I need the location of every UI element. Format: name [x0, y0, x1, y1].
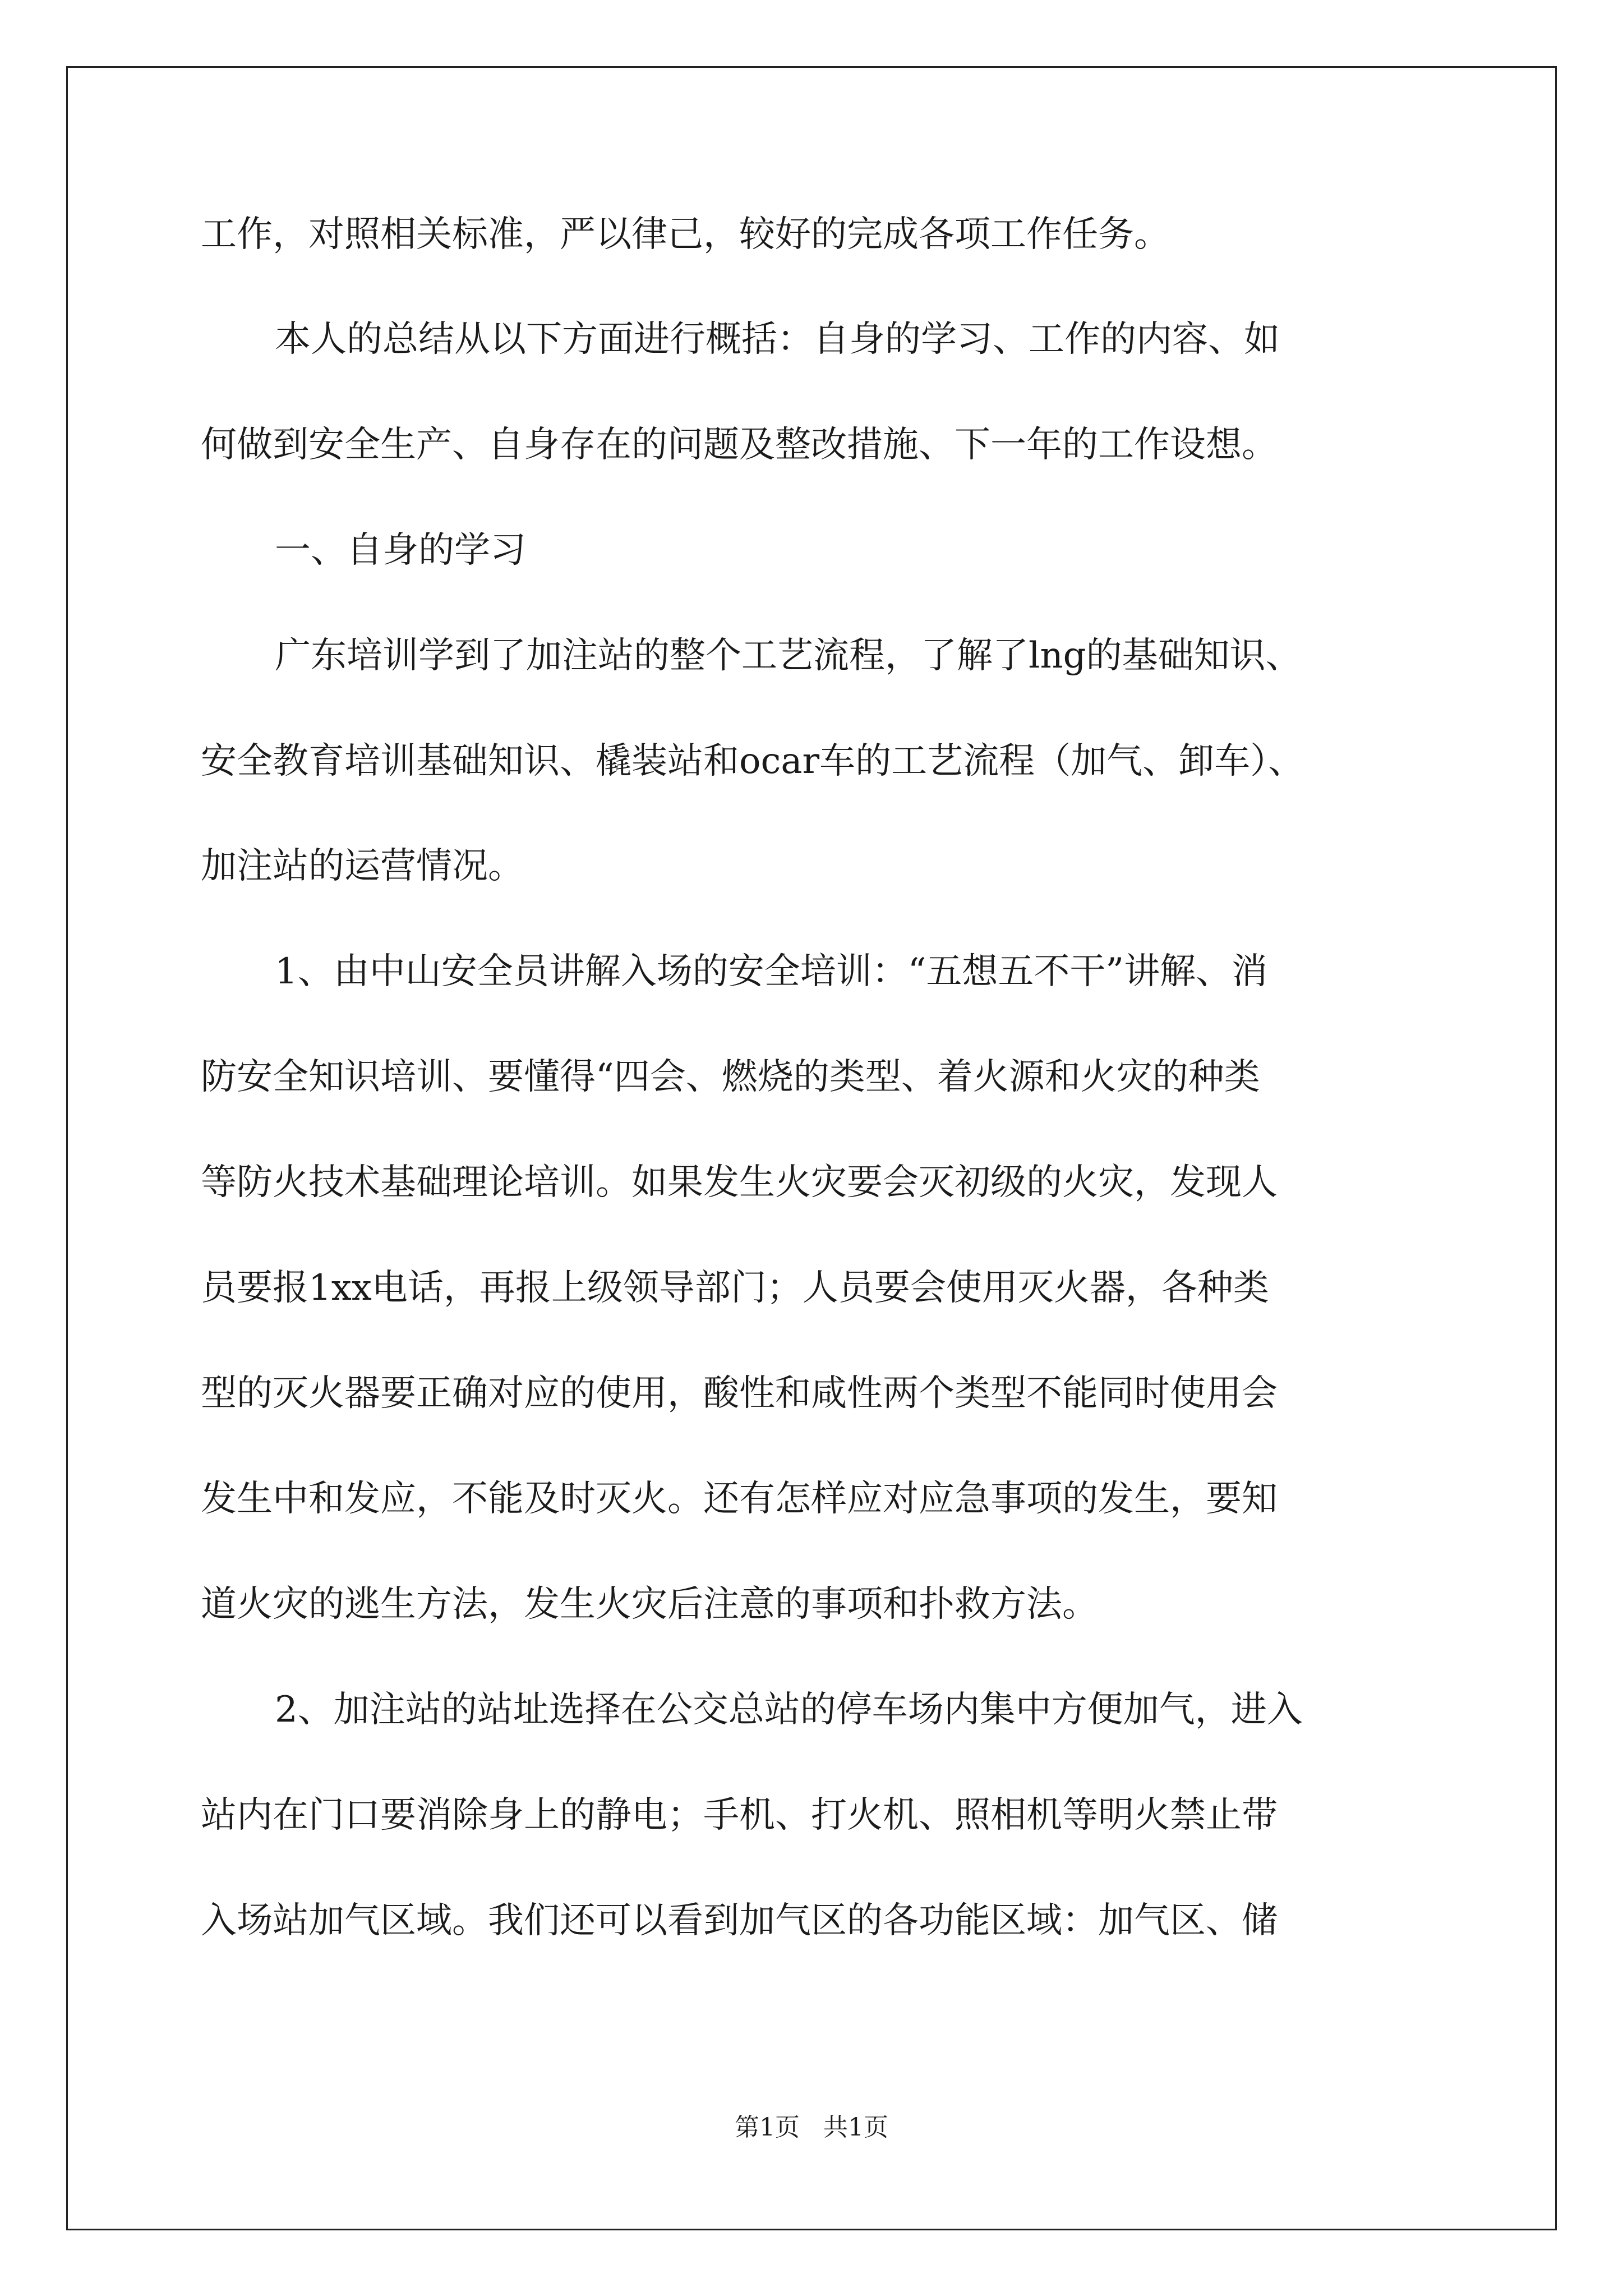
text-line: 发生中和发应，不能及时灭火。还有怎样应对应急事项的发生，要知: [201, 1478, 1278, 1520]
text-line: 等防火技术基础理论培训。如果发生火灾要会灭初级的火灾，发现人: [201, 1162, 1278, 1203]
text-line: 何做到安全生产、自身存在的问题及整改措施、下一年的工作设想。: [201, 424, 1278, 466]
text-line: 广东培训学到了加注站的整个工艺流程，了解了lng的基础知识、: [275, 635, 1302, 677]
text-line: 站内在门口要消除身上的静电；手机、打火机、照相机等明火禁止带: [201, 1795, 1278, 1836]
text-line: 型的灭火器要正确对应的使用，酸性和咸性两个类型不能同时使用会: [201, 1373, 1278, 1414]
text-line: 入场站加气区域。我们还可以看到加气区的各功能区域：加气区、储: [201, 1900, 1278, 1941]
page-footer: 第1页 共1页: [735, 2113, 888, 2142]
text-line: 工作，对照相关标准，严以律己，较好的完成各项工作任务。: [201, 214, 1170, 255]
text-line: 1、由中山安全员讲解入场的安全培训：“五想五不干”讲解、消: [275, 951, 1268, 992]
text-line: 本人的总结从以下方面进行概括：自身的学习、工作的内容、如: [275, 319, 1280, 360]
text-line: 防安全知识培训、要懂得“四会、燃烧的类型、着火源和火灾的种类: [201, 1056, 1260, 1098]
text-line: 员要报1xx电话，再报上级领导部门；人员要会使用灭火器，各种类: [201, 1267, 1269, 1309]
text-line: 加注站的运营情况。: [201, 845, 524, 887]
section-heading: 一、自身的学习: [275, 530, 526, 571]
text-line: 安全教育培训基础知识、橇装站和ocar车的工艺流程（加气、卸车）、: [201, 740, 1304, 782]
text-line: 道火灾的逃生方法，发生火灾后注意的事项和扑救方法。: [201, 1584, 1098, 1625]
text-line: 2、加注站的站址选择在公交总站的停车场内集中方便加气，进入: [275, 1689, 1303, 1731]
